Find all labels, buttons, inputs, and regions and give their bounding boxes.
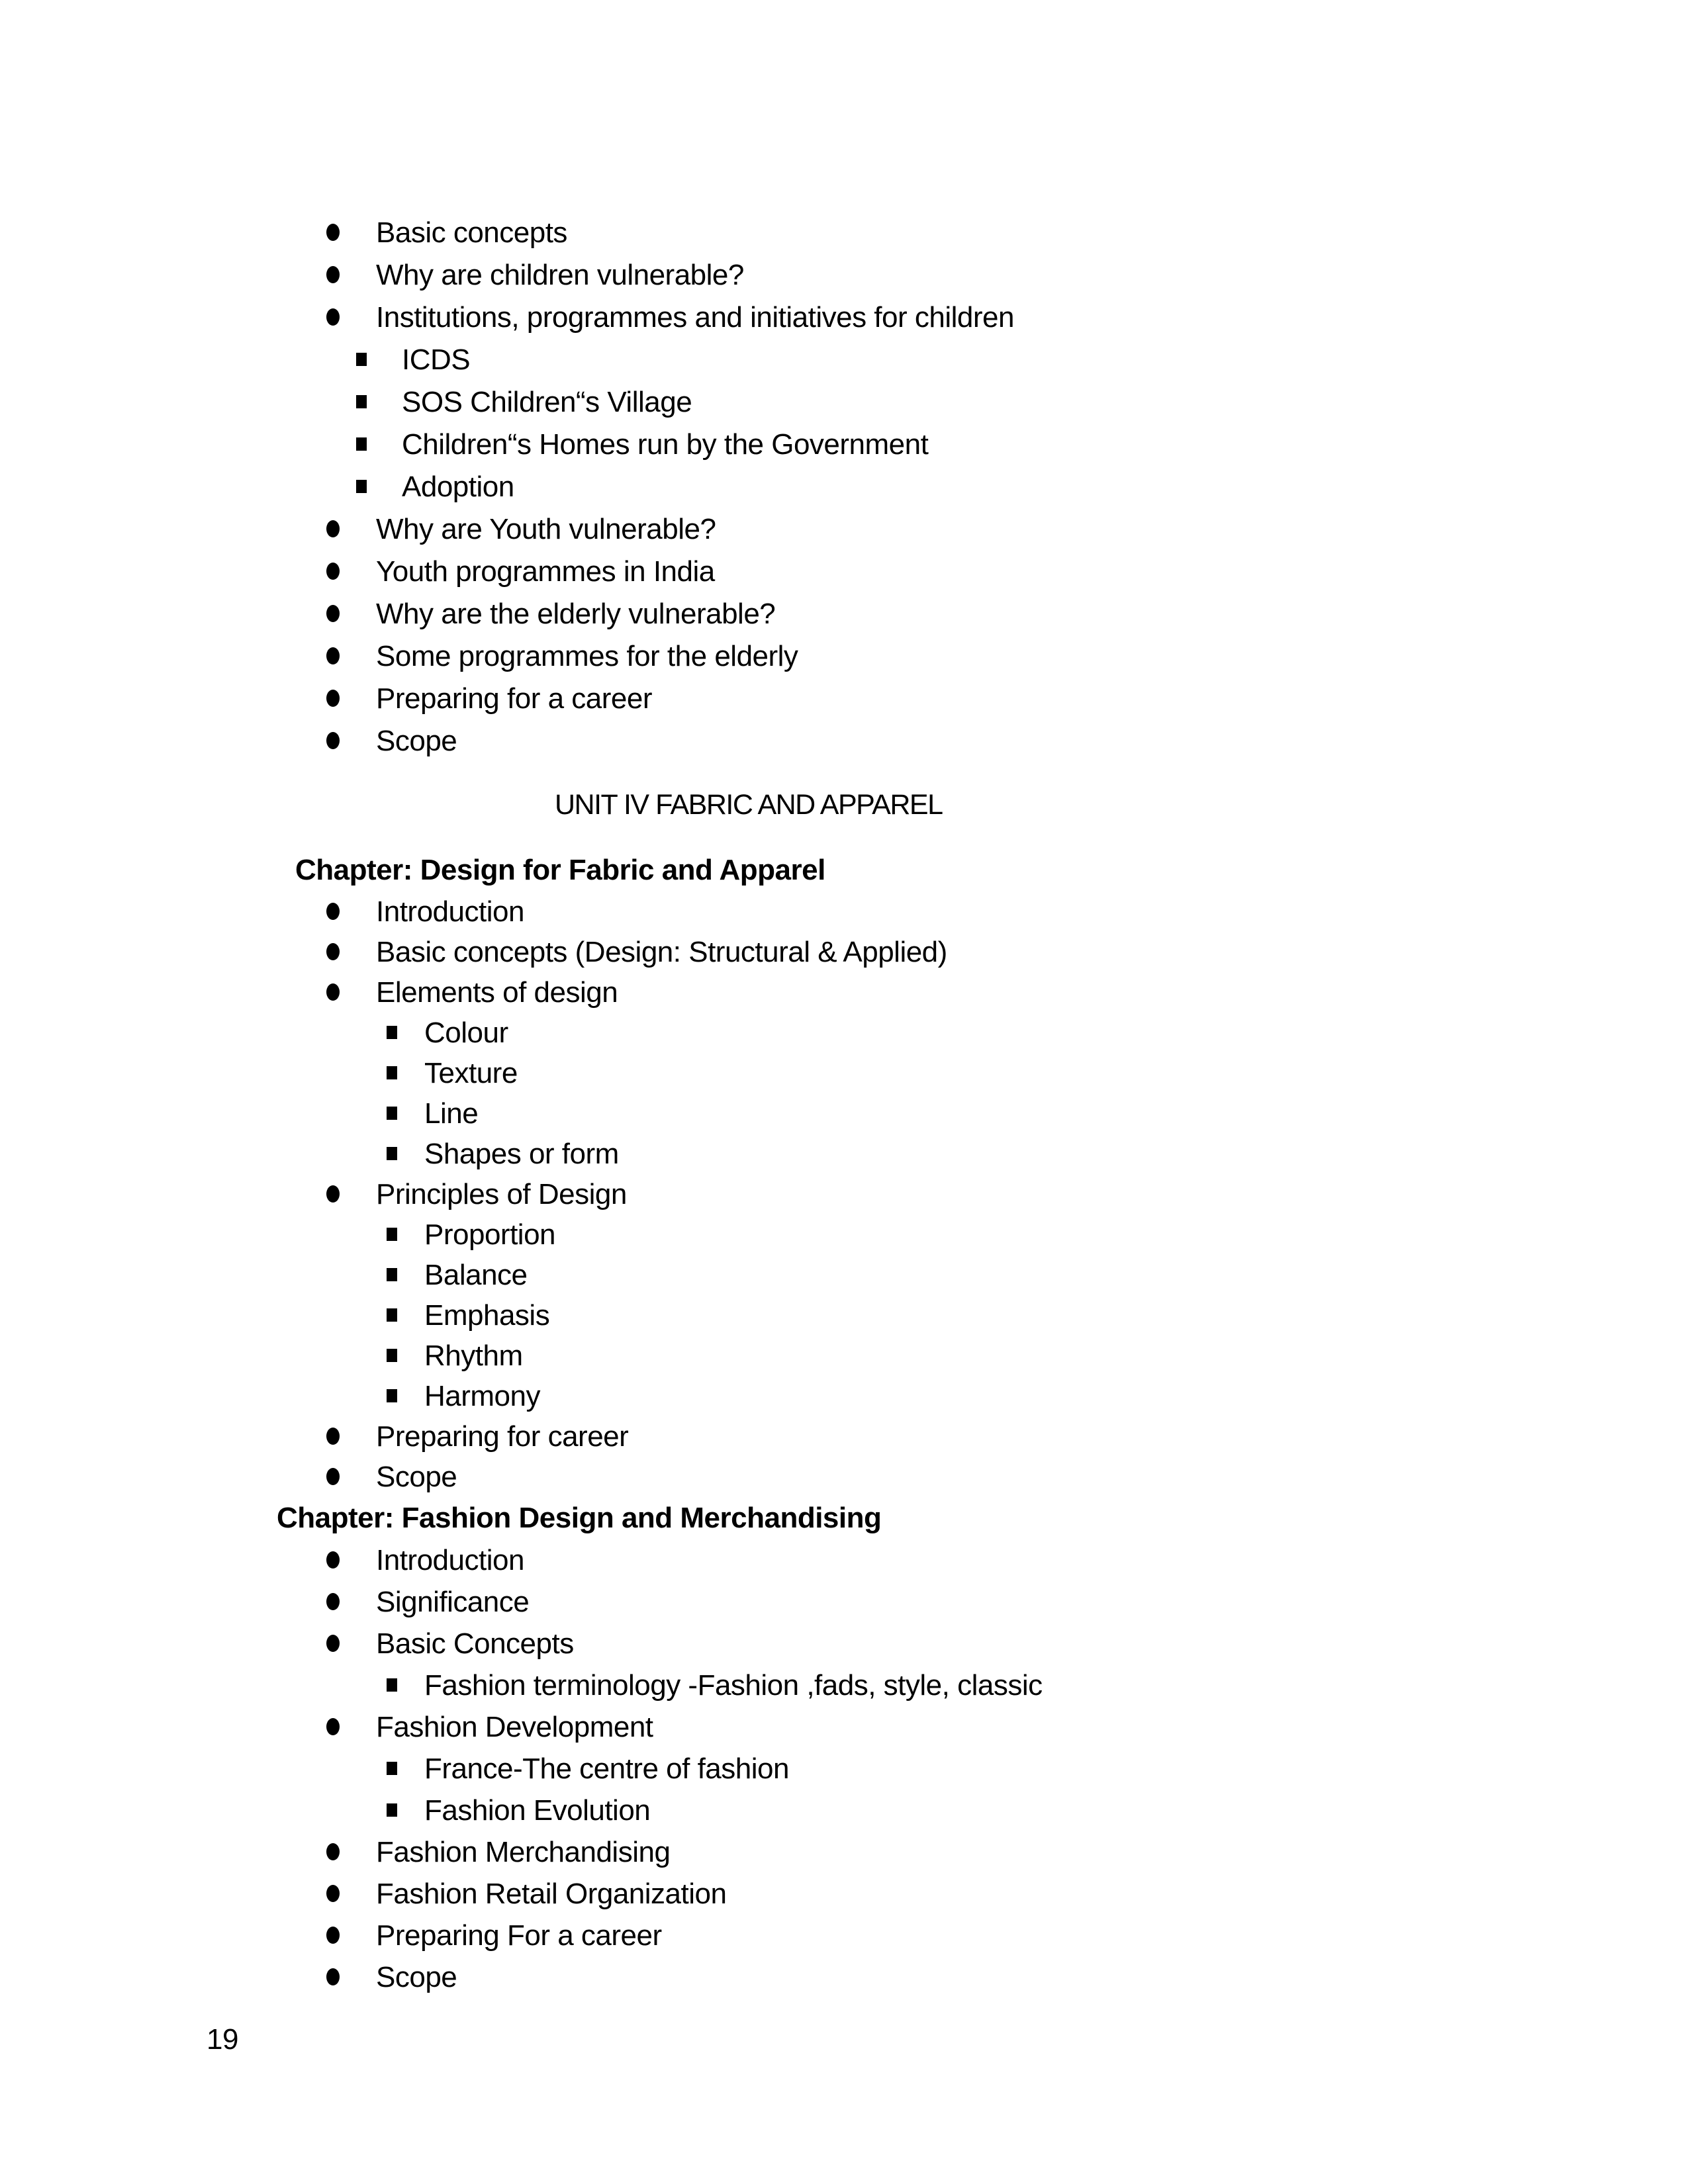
list-item [0, 508, 1688, 551]
bullet-icon [326, 1551, 340, 1569]
list-item-text: Why are the elderly vulnerable? [376, 598, 776, 630]
list-item [0, 1664, 1688, 1706]
list-item [0, 1831, 1688, 1873]
square-bullet-icon [387, 1389, 397, 1402]
list-item-text: France-The centre of fashion [424, 1752, 789, 1785]
list-item [0, 1053, 1688, 1093]
bullet-icon [326, 1843, 340, 1860]
list-item [0, 1790, 1688, 1831]
chapter1-title: Chapter: Design for Fabric and Apparel [295, 854, 825, 886]
list-item [0, 1336, 1688, 1376]
bullet-icon [326, 1968, 340, 1985]
square-bullet-icon [387, 1147, 397, 1160]
square-bullet-icon [387, 1228, 397, 1241]
list-item-text: Youth programmes in India [376, 555, 715, 588]
list-item [0, 1873, 1688, 1915]
list-item-text: Basic concepts (Design: Structural & Applied) [376, 936, 947, 968]
list-item-text: Basic concepts [376, 216, 567, 249]
list-item [0, 593, 1688, 635]
unit-heading: UNIT IV FABRIC AND APPAREL [555, 789, 943, 821]
list-item-text: Fashion Merchandising [376, 1836, 671, 1868]
list-item-text: Why are children vulnerable? [376, 259, 744, 291]
list-item [0, 1093, 1688, 1134]
bullet-list-vulnerable-groups [0, 212, 1688, 762]
page-number: 19 [207, 2023, 238, 2056]
square-bullet-icon [356, 437, 367, 451]
list-item [0, 1376, 1688, 1416]
square-bullet-icon [356, 395, 367, 408]
list-item [0, 1134, 1688, 1174]
bullet-icon [326, 1185, 340, 1203]
bullet-icon [326, 903, 340, 920]
list-item [0, 1748, 1688, 1790]
list-item-text: Rhythm [424, 1340, 523, 1372]
list-item-text: Preparing for career [376, 1420, 629, 1453]
list-item-text: Significance [376, 1586, 530, 1618]
bullet-icon [326, 520, 340, 537]
bullet-icon [326, 1885, 340, 1902]
list-item-text: Shapes or form [424, 1138, 619, 1170]
bullet-icon [326, 647, 340, 664]
square-bullet-icon [387, 1803, 397, 1817]
list-item-text: Children“s Homes run by the Government [402, 428, 929, 461]
list-item-text: Preparing For a career [376, 1919, 662, 1952]
bullet-icon [326, 308, 340, 326]
square-bullet-icon [356, 353, 367, 366]
list-item-text: Why are Youth vulnerable? [376, 513, 716, 545]
bullet-icon [326, 1428, 340, 1445]
square-bullet-icon [387, 1349, 397, 1362]
list-item-text: Texture [424, 1057, 518, 1089]
bullet-icon [326, 1927, 340, 1944]
square-bullet-icon [387, 1107, 397, 1120]
list-item-text: Fashion Retail Organization [376, 1878, 727, 1910]
list-item [0, 551, 1688, 593]
list-item [0, 972, 1688, 1013]
list-item [0, 932, 1688, 972]
list-item-text: Proportion [424, 1218, 556, 1251]
list-item [0, 1915, 1688, 1956]
list-item [0, 891, 1688, 932]
list-item [0, 1581, 1688, 1623]
bullet-icon [326, 1593, 340, 1610]
list-item-text: Elements of design [376, 976, 618, 1009]
list-item-text: Principles of Design [376, 1178, 627, 1210]
bullet-icon [326, 605, 340, 622]
square-bullet-icon [387, 1026, 397, 1039]
list-item [0, 1255, 1688, 1295]
bullet-icon [326, 943, 340, 960]
bullet-icon [326, 1468, 340, 1485]
list-item [0, 254, 1688, 296]
square-bullet-icon [387, 1762, 397, 1775]
list-item-text: Balance [424, 1259, 528, 1291]
list-item-text: Introduction [376, 1544, 524, 1576]
list-item [0, 1956, 1688, 1998]
list-item [0, 635, 1688, 678]
bullet-icon [326, 983, 340, 1001]
bullet-icon [326, 563, 340, 580]
list-item [0, 1174, 1688, 1214]
list-item [0, 678, 1688, 720]
bullet-icon [326, 1718, 340, 1735]
list-item-text: Colour [424, 1017, 508, 1049]
list-item-text: Fashion Development [376, 1711, 653, 1743]
list-item [0, 1013, 1688, 1053]
list-item-text: Scope [376, 725, 457, 757]
list-item [0, 720, 1688, 762]
list-item [0, 296, 1688, 339]
square-bullet-icon [387, 1308, 397, 1322]
list-item-text: Basic Concepts [376, 1627, 574, 1660]
list-item [0, 424, 1688, 466]
chapter2-bullet-list [0, 1539, 1688, 1998]
list-item-text: Fashion Evolution [424, 1794, 651, 1827]
list-item [0, 1706, 1688, 1748]
list-item-text: Harmony [424, 1380, 540, 1412]
list-item [0, 381, 1688, 424]
bullet-icon [326, 690, 340, 707]
list-item-text: Emphasis [424, 1299, 550, 1332]
list-item-text: Introduction [376, 895, 524, 928]
list-item [0, 212, 1688, 254]
list-item [0, 1623, 1688, 1664]
square-bullet-icon [387, 1678, 397, 1692]
square-bullet-icon [387, 1268, 397, 1281]
chapter2-title: Chapter: Fashion Design and Merchandising [277, 1502, 882, 1534]
list-item [0, 1416, 1688, 1457]
square-bullet-icon [387, 1066, 397, 1079]
list-item [0, 1295, 1688, 1336]
list-item [0, 1214, 1688, 1255]
bullet-icon [326, 732, 340, 749]
bullet-icon [326, 266, 340, 283]
list-item-text: Preparing for a career [376, 682, 652, 715]
list-item-text: Some programmes for the elderly [376, 640, 798, 672]
list-item-text: SOS Children“s Village [402, 386, 692, 418]
list-item-text: ICDS [402, 343, 471, 376]
list-item-text: Scope [376, 1461, 457, 1493]
list-item [0, 1457, 1688, 1497]
square-bullet-icon [356, 480, 367, 493]
list-item-text: Fashion terminology -Fashion ,fads, style, classic [424, 1669, 1043, 1702]
list-item [0, 1539, 1688, 1581]
list-item-text: Scope [376, 1961, 457, 1993]
list-item-text: Adoption [402, 471, 514, 503]
list-item [0, 339, 1688, 381]
bullet-icon [326, 1635, 340, 1652]
list-item-text: Line [424, 1097, 479, 1130]
bullet-icon [326, 224, 340, 241]
list-item [0, 466, 1688, 508]
list-item-text: Institutions, programmes and initiatives for children [376, 301, 1014, 334]
chapter1-bullet-list [0, 891, 1688, 1497]
